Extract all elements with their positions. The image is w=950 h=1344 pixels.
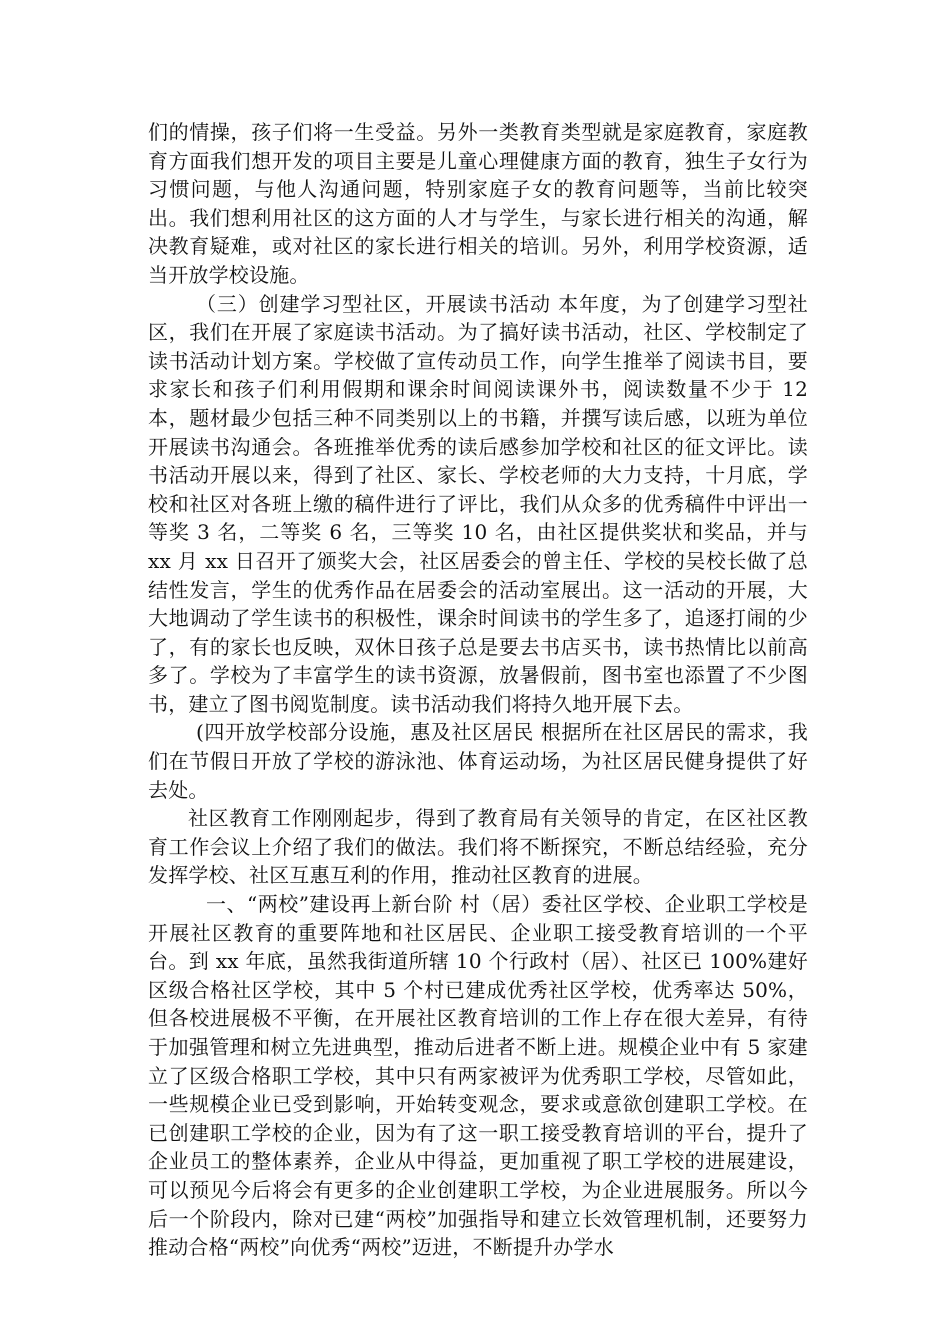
paragraph-summary: 社区教育工作刚刚起步，得到了教育局有关领导的肯定，在区社区教育工作会议上介绍了我们的做法。我们将不断探究，不断总结经验，充分发挥学校、社区互惠互利的作用，推动社区教育的进展。 xyxy=(148,806,808,888)
document-body xyxy=(148,118,808,1262)
paragraph-two-schools: 一、“两校”建设再上新台阶 村（居）委社区学校、企业职工学校是开展社区教育的重要阵地和社区居民、企业职工接受教育培训的一个平台。到 xx 年底，虽然我街道所辖 10 个行政村（居）、社区已 100%建好区级合格社区学校，其中 5 个村已建成优秀社区学校，优秀率达 50%，但各校进展极不平衡，在开展社区教育培训的工作上存在很大差异，有待于加强管理和树立先进典型，推动后进者不断上进。规模企业中有 5 家建立了区级合格职工学校，其中只有两家被评为优秀职工学校，尽管如此，一些规模企业已受到影响，开始转变观念，要求或意欲创建职工学校。在已创建职工学校的企业，因为有了这一职工接受教育培训的平台，提升了企业员工的整体素养，企业从中得益，更加重视了职工学校的进展建设，可以预见今后将会有更多的企业创建职工学校，为企业进展服务。所以今后一个阶段内，除对已建“两校”加强指导和建立长效管理机制，还要努力推动合格“两校”向优秀“两校”迈进，不断提升办学水 xyxy=(148,892,808,1260)
paragraph-family-education: 们的情操，孩子们将一生受益。另外一类教育类型就是家庭教育，家庭教育方面我们想开发的项目主要是儿童心理健康方面的教育，独生子女行为习惯问题，与他人沟通问题，特别家庭子女的教育问题等，当前比较突出。我们想利用社区的这方面的人才与学生，与家长进行相关的沟通，解决教育疑难，或对社区的家长进行相关的培训。另外，利用学校资源，适当开放学校设施。 xyxy=(148,120,808,287)
paragraph-reading-activity: （三）创建学习型社区，开展读书活动 本年度，为了创建学习型社区，我们在开展了家庭读书活动。为了搞好读书活动，社区、学校制定了读书活动计划方案。学校做了宣传动员工作，向学生推举了阅读书目，要求家长和孩子们利用假期和课余时间阅读课外书，阅读数量不少于 12 本，题材最少包括三种不同类别以上的书籍，并撰写读后感，以班为单位开展读书沟通会。各班推举优秀的读后感参加学校和社区的征文评比。读书活动开展以来，得到了社区、家长、学校老师的大力支持，十月底，学校和社区对各班上缴的稿件进行了评比，我们从众多的优秀稿件中评出一等奖 3 名，二等奖 6 名，三等奖 10 名，由社区提供奖状和奖品，并与 xx 月 xx 日召开了颁奖大会，社区居委会的曾主任、学校的吴校长做了总结性发言，学生的优秀作品在居委会的活动室展出。这一活动的开展，大大地调动了学生读书的积极性，课余时间读书的学生多了，追逐打闹的少了，有的家长也反映，双休日孩子总是要去书店买书，读书热情比以前高多了。学校为了丰富学生的读书资源，放暑假前，图书室也添置了不少图书，建立了图书阅览制度。读书活动我们将持久地开展下去。 xyxy=(148,291,808,716)
paragraph-open-facilities: (四开放学校部分设施，惠及社区居民 根据所在社区居民的需求，我们在节假日开放了学校的游泳池、体育运动场，为社区居民健身提供了好去处。 xyxy=(148,720,808,802)
